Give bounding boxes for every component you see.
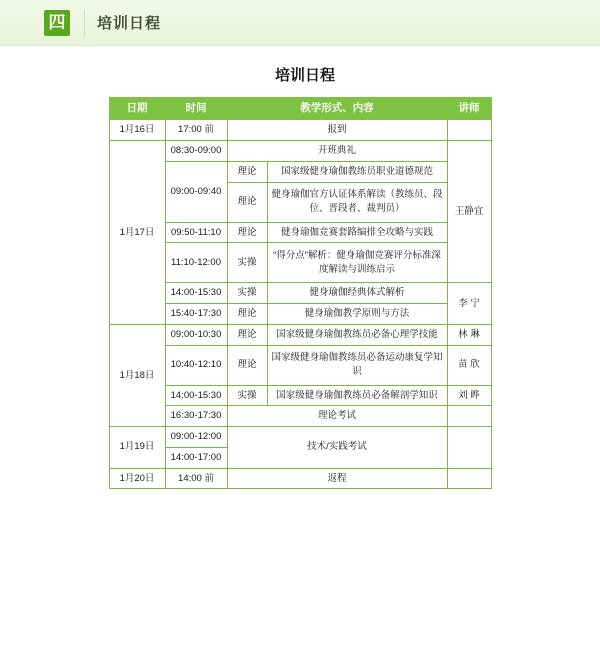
table-row — [109, 120, 491, 141]
cell-form: 实操 — [227, 385, 267, 406]
cell-content: 国家级健身瑜伽教练员职业道德规范 — [267, 161, 447, 182]
cell-time: 09:00-09:40 — [165, 161, 227, 222]
cell-date: 1月18日 — [109, 324, 165, 426]
cell-content: 国家级健身瑜伽教练员必备心理学技能 — [267, 324, 447, 345]
page-header — [0, 0, 600, 46]
cell-content: 健身瑜伽竞赛套路编排全攻略与实践 — [267, 222, 447, 243]
cell-time: 11:10-12:00 — [165, 243, 227, 283]
cell-teacher — [447, 406, 491, 427]
table-row — [109, 427, 491, 448]
column-header-date: 日期 — [109, 98, 165, 120]
table-row — [109, 468, 491, 489]
cell-form: 实操 — [227, 243, 267, 283]
cell-content: 健身瑜伽官方认证体系解读（教练员、段位、晋段者、裁判员） — [267, 182, 447, 222]
cell-form: 理论 — [227, 304, 267, 325]
cell-teacher — [447, 427, 491, 469]
cell-date: 1月20日 — [109, 468, 165, 489]
cell-content: 健身瑜伽经典体式解析 — [267, 283, 447, 304]
cell-teacher: 林 琳 — [447, 324, 491, 345]
table-row — [109, 222, 491, 243]
cell-teacher: 李 宁 — [447, 283, 491, 325]
table-row — [109, 243, 491, 283]
table-row — [109, 406, 491, 427]
table-row — [109, 385, 491, 406]
cell-form: 理论 — [227, 161, 267, 182]
cell-content: 返程 — [227, 468, 447, 489]
cell-time: 14:00-15:30 — [165, 385, 227, 406]
document-body — [0, 46, 600, 489]
cell-teacher — [447, 468, 491, 489]
column-header-teacher: 讲师 — [447, 98, 491, 120]
square-logo-icon: 四 — [44, 10, 70, 36]
page-title: 培训日程 — [97, 15, 162, 32]
table-row — [109, 283, 491, 304]
cell-teacher — [447, 120, 491, 141]
cell-content: 国家级健身瑜伽教练员必备运动康复学知识 — [267, 345, 447, 385]
cell-content: 国家级健身瑜伽教练员必备解剖学知识 — [267, 385, 447, 406]
cell-content: 技术/实践考试 — [227, 427, 447, 469]
cell-time: 16:30-17:30 — [165, 406, 227, 427]
table-row — [109, 345, 491, 385]
cell-time: 14:00 前 — [165, 468, 227, 489]
cell-content: 理论考试 — [227, 406, 447, 427]
cell-teacher: 刘 晔 — [447, 385, 491, 406]
table-row — [109, 161, 491, 182]
table-row — [109, 324, 491, 345]
cell-form: 理论 — [227, 222, 267, 243]
document-title: 培训日程 — [274, 67, 335, 84]
cell-content: 开班典礼 — [227, 140, 447, 161]
cell-form: 理论 — [227, 182, 267, 222]
cell-content: 报到 — [227, 120, 447, 141]
cell-form: 理论 — [227, 345, 267, 385]
cell-time: 17:00 前 — [165, 120, 227, 141]
cell-time: 08:30-09:00 — [165, 140, 227, 161]
cell-date: 1月19日 — [109, 427, 165, 469]
cell-content: “得分点”解析：健身瑜伽竞赛评分标准深度解读与训练启示 — [267, 243, 447, 283]
cell-time: 15:40-17:30 — [165, 304, 227, 325]
cell-time: 09:00-10:30 — [165, 324, 227, 345]
cell-content: 健身瑜伽教学原则与方法 — [267, 304, 447, 325]
cell-time: 14:00-17:00 — [165, 447, 227, 468]
cell-date: 1月17日 — [109, 140, 165, 324]
schedule-table — [109, 97, 492, 489]
table-row — [109, 304, 491, 325]
cell-form: 理论 — [227, 324, 267, 345]
cell-form: 实操 — [227, 283, 267, 304]
cell-teacher: 苗 欣 — [447, 345, 491, 385]
table-row — [109, 140, 491, 161]
cell-time: 09:00-12:00 — [165, 427, 227, 448]
column-header-content: 教学形式、内容 — [227, 98, 447, 120]
cell-time: 09:50-11:10 — [165, 222, 227, 243]
cell-date: 1月16日 — [109, 120, 165, 141]
cell-time: 14:00-15:30 — [165, 283, 227, 304]
cell-teacher: 王静宜 — [447, 140, 491, 282]
table-header-row — [109, 98, 491, 120]
column-header-time: 时间 — [165, 98, 227, 120]
header-divider — [84, 10, 85, 36]
cell-time: 10:40-12:10 — [165, 345, 227, 385]
